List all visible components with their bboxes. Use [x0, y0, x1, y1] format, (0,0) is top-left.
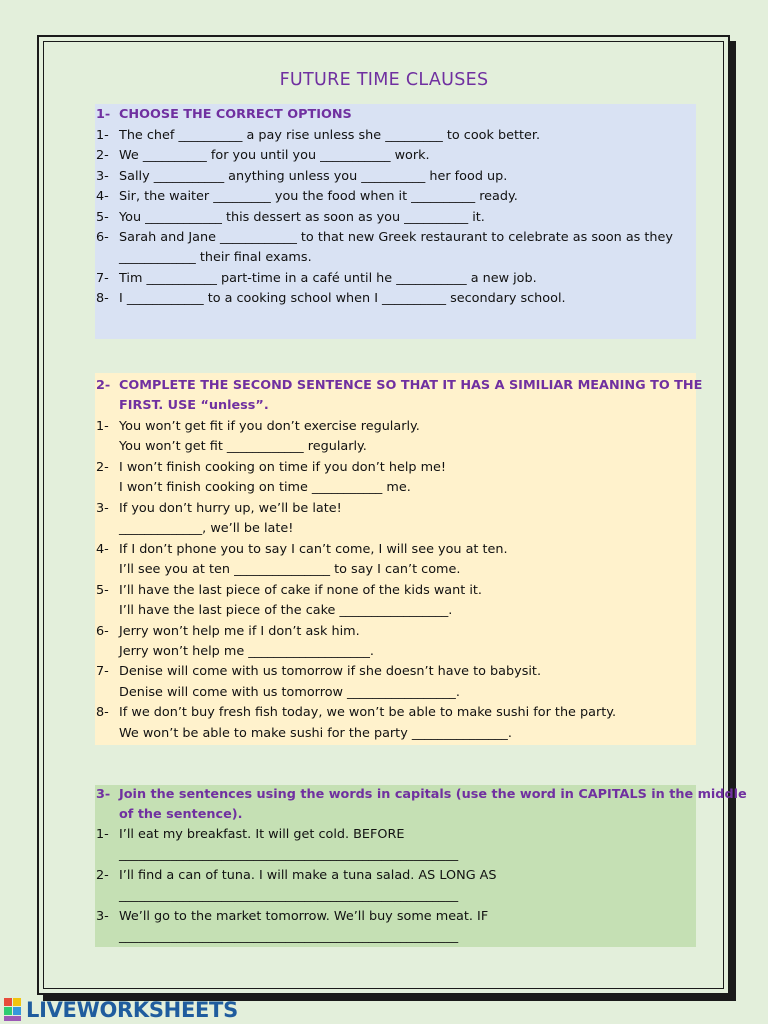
section-1-item-text: Sarah and Jane ____________ to that new Greek restaurant to celebrate as soon as they	[119, 230, 673, 245]
section-1-item-number: 3-	[96, 168, 109, 184]
section-3-item-text: _____________________________________________________	[119, 929, 459, 944]
section-3-item-text: _____________________________________________________	[119, 888, 459, 904]
section-2-item-text: I won’t finish cooking on time ___________ me.	[119, 480, 411, 496]
section-3-item-text: I’ll find a can of tuna. I will make a tuna salad. AS LONG AS	[119, 867, 497, 883]
section-2-item-text: If we don’t buy fresh fish today, we won’t be able to make sushi for the party.	[119, 705, 617, 721]
section-2-item-text: Denise will come with us tomorrow if she doesn’t have to babysit.	[119, 664, 542, 680]
section-2-heading-line-1: COMPLETE THE SECOND SENTENCE SO THAT IT HAS A SIMILIAR MEANING TO THE	[119, 378, 703, 393]
section-2-heading-number: 2-	[96, 378, 111, 393]
section-3-heading-line-1: Join the sentences using the words in capitals (use the word in CAPITALS in the middle	[119, 787, 747, 802]
section-2-item-number: 5-	[96, 582, 109, 598]
section-2-item-number: 2-	[96, 459, 109, 475]
section-2-item-text: Denise will come with us tomorrow _________________.	[119, 684, 460, 700]
liveworksheets-logo[interactable]	[4, 996, 238, 1024]
section-3-item-text: I’ll eat my breakfast. It will get cold. BEFORE	[119, 827, 405, 842]
section-2-item-text: We won’t be able to make sushi for the party _______________.	[119, 725, 512, 741]
section-2-item-text: I’ll have the last piece of cake if none of the kids want it.	[119, 582, 482, 598]
section-1-item-number: 6-	[96, 230, 109, 245]
section-2-item-number: 3-	[96, 500, 109, 516]
section-1-item-number: 4-	[96, 189, 109, 205]
liveworksheets-logo-icon	[4, 998, 24, 1022]
section-3-item-number: 2-	[96, 867, 109, 883]
section-2-item-text: I’ll see you at ten _______________ to say I can’t come.	[119, 562, 461, 578]
section-1-item-number: 1-	[96, 128, 109, 143]
section-2-item-text: I won’t finish cooking on time if you don’t help me!	[119, 459, 447, 475]
section-2-item-number: 6-	[96, 623, 109, 639]
section-3-heading-line-2: of the sentence).	[119, 807, 243, 822]
section-2-heading-line-2: FIRST. USE “unless”.	[119, 398, 269, 413]
section-1-item-text: Sir, the waiter _________ you the food when it __________ ready.	[119, 189, 518, 205]
section-1-item-text: Tim ___________ part-time in a café until he ___________ a new job.	[119, 270, 537, 286]
liveworksheets-brand: LIVEWORKSHEETS	[26, 998, 238, 1022]
section-3-item-number: 3-	[96, 908, 109, 924]
section-2-item-text: If I don’t phone you to say I can’t come, I will see you at ten.	[119, 541, 508, 557]
section-2-item-text: Jerry won’t help me ___________________.	[119, 643, 374, 659]
page-title: FUTURE TIME CLAUSES	[279, 70, 489, 90]
section-3-item-text: We’ll go to the market tomorrow. We’ll buy some meat. IF	[119, 908, 489, 924]
section-1-item-text: You ____________ this dessert as soon as you __________ it.	[119, 209, 485, 225]
section-1-item-text: We __________ for you until you ___________ work.	[119, 148, 430, 164]
section-3-heading-number: 3-	[96, 787, 111, 802]
section-2-item-text: I’ll have the last piece of the cake _________________.	[119, 603, 453, 619]
section-3-item-text: _____________________________________________________	[119, 847, 459, 863]
section-1-item-number: 2-	[96, 148, 109, 164]
section-1-heading-text: CHOOSE THE CORRECT OPTIONS	[119, 107, 352, 122]
section-1-item-text: Sally ___________ anything unless you __________ her food up.	[119, 168, 508, 184]
section-2-item-text: You won’t get fit if you don’t exercise regularly.	[119, 419, 420, 434]
section-1-item-text: The chef __________ a pay rise unless she _________ to cook better.	[119, 128, 541, 143]
section-3-item-number: 1-	[96, 827, 109, 842]
section-2-item-text: You won’t get fit ____________ regularly.	[119, 439, 367, 455]
section-2-item-text: If you don’t hurry up, we’ll be late!	[119, 500, 342, 516]
section-1-item-text: I ____________ to a cooking school when I __________ secondary school.	[119, 291, 566, 307]
section-1-item-number: 7-	[96, 270, 109, 286]
section-2-item-number: 1-	[96, 419, 109, 434]
section-1-item-number: 5-	[96, 209, 109, 225]
section-1-item-number: 8-	[96, 291, 109, 307]
section-2-item-text: Jerry won’t help me if I don’t ask him.	[119, 623, 360, 639]
section-2-item-text: _____________, we’ll be late!	[119, 521, 294, 537]
section-1-heading-number: 1-	[96, 107, 111, 122]
section-2-item-number: 8-	[96, 705, 109, 721]
section-2-item-number: 7-	[96, 664, 109, 680]
section-2-item-number: 4-	[96, 541, 109, 557]
section-1-item-text: ____________ their final exams.	[119, 250, 312, 266]
